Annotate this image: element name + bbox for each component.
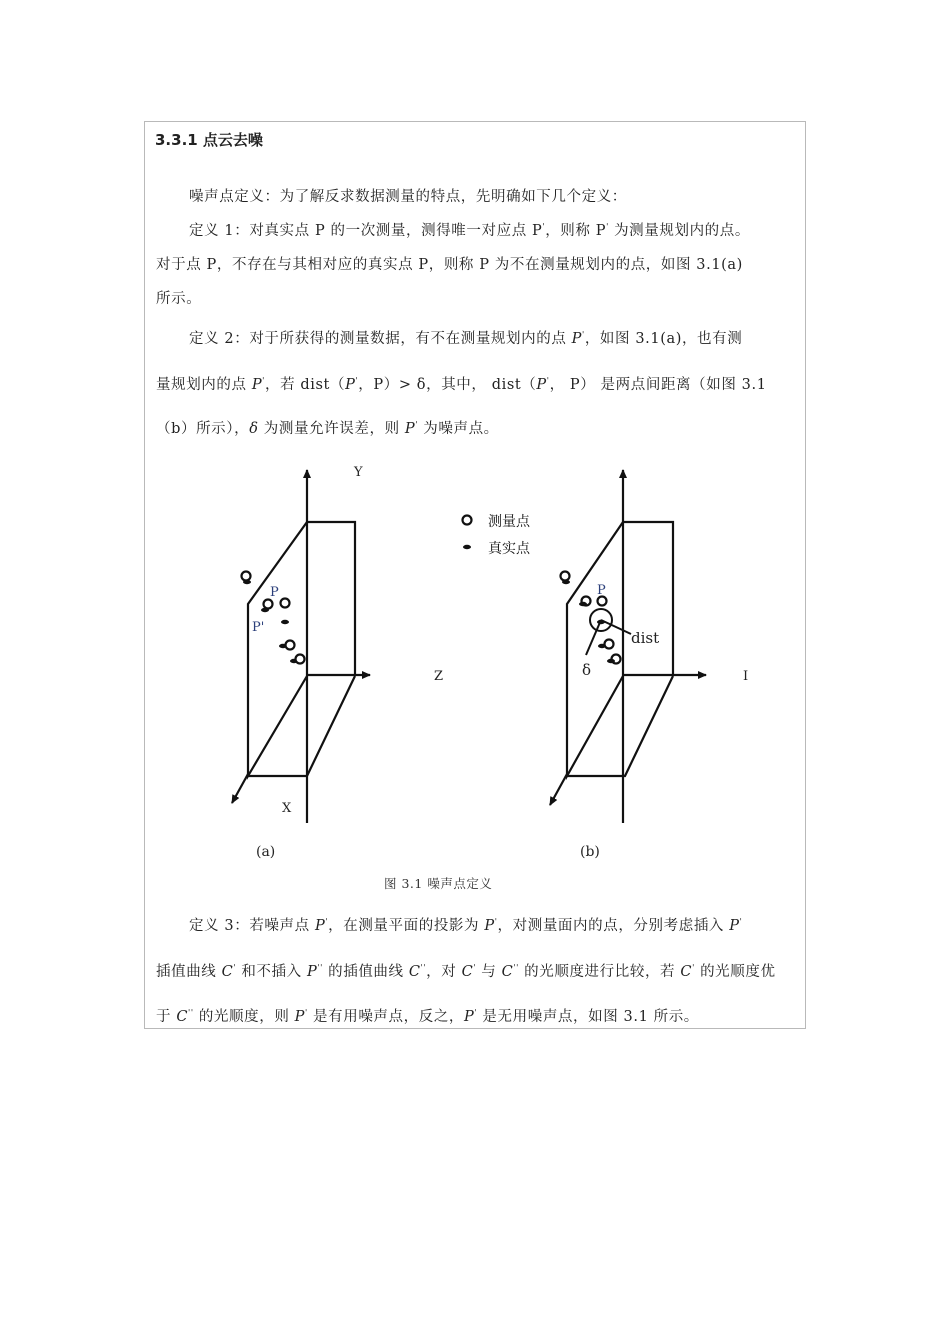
intro-text: 噪声点定义：为了解反求数据测量的特点，先明确如下几个定义： xyxy=(189,189,627,205)
def2-text-l3a: （b）所示）， xyxy=(156,421,250,437)
measured-point xyxy=(264,600,273,609)
symbol-P: P xyxy=(306,964,318,980)
symbol-P: P xyxy=(464,1009,475,1025)
double-prime-mark: '' xyxy=(317,963,323,972)
label-P-a: P xyxy=(270,585,279,600)
figure-caption: 图 3.1 噪声点定义 xyxy=(384,876,493,891)
def3-text-l2a: 插值曲线 xyxy=(156,964,222,980)
def3-text-l2f: 的光顺度进行比较，若 xyxy=(518,964,681,980)
subfigure-label-b: (b) xyxy=(580,844,600,860)
bottom-plane xyxy=(567,676,673,776)
def1-text-l3: 所示。 xyxy=(156,291,202,307)
def2-text-a: 定义 2：对于所获得的测量数据，有不在测量规划内的点 xyxy=(189,331,572,347)
symbol-C: C xyxy=(461,964,474,980)
symbol-C: C xyxy=(221,964,234,980)
i-axis-label: I xyxy=(743,669,749,684)
def3-line-3 xyxy=(156,1005,788,1026)
x-axis-arrow xyxy=(232,774,248,803)
delta-radius-line xyxy=(586,620,601,655)
symbol-P: P xyxy=(294,1009,306,1025)
legend-true-marker xyxy=(463,545,471,549)
prime-mark: ' xyxy=(233,963,237,972)
legend-measured-marker xyxy=(463,516,472,525)
true-point xyxy=(597,620,605,624)
symbol-C: C xyxy=(176,1009,189,1025)
def2-text-l3b: 为测量允许误差，则 xyxy=(258,421,405,437)
symbol-P: P xyxy=(404,421,416,437)
prime-mark: ' xyxy=(606,222,609,231)
symbol-P: P xyxy=(536,377,547,393)
def3-text-l3b: 的光顺度，则 xyxy=(193,1009,295,1025)
def1-text-a: 定义 1：对真实点 P 的一次测量，测得唯一对应点 P xyxy=(189,223,543,239)
def3-line-1 xyxy=(189,914,788,935)
def3-text-l3d: 是无用噪声点，如图 3.1 所示。 xyxy=(477,1009,699,1025)
symbol-P: P xyxy=(345,377,356,393)
prime-mark: ' xyxy=(739,917,743,926)
z-axis-label: Z xyxy=(434,669,444,684)
label-dist: dist xyxy=(631,629,660,647)
prime-mark: ' xyxy=(546,376,550,385)
back-plane xyxy=(307,522,355,675)
prime-mark: ' xyxy=(582,330,585,339)
true-point xyxy=(281,620,289,624)
symbol-C: C xyxy=(680,964,693,980)
legend-true-label: 真实点 xyxy=(488,541,530,557)
side-plane xyxy=(567,522,623,776)
section-heading: 3.3.1 点云去噪 xyxy=(155,131,263,149)
side-plane xyxy=(248,522,307,776)
symbol-C: C xyxy=(408,964,421,980)
legend-measured-label: 测量点 xyxy=(488,514,530,530)
symbol-C: C xyxy=(501,964,514,980)
def3-text-l2d: ，对 xyxy=(426,964,462,980)
diagram-b xyxy=(550,470,706,823)
prime-mark: ' xyxy=(692,963,695,972)
y-axis-label: Y xyxy=(354,465,363,480)
measured-point xyxy=(242,572,251,581)
symbol-delta: δ xyxy=(249,421,259,437)
def1-text-b: ，则称 P xyxy=(545,223,607,239)
def3-text-l2b: 和不插入 xyxy=(236,964,307,980)
measured-point xyxy=(561,572,570,581)
prime-mark: ' xyxy=(474,1008,478,1017)
true-point xyxy=(579,602,587,606)
prime-mark: ' xyxy=(325,917,329,926)
true-point xyxy=(562,580,570,584)
double-prime-mark: '' xyxy=(513,963,519,972)
symbol-P: P xyxy=(729,918,740,934)
diagram-a xyxy=(232,470,370,823)
def1-text-c: 为测量规划内的点。 xyxy=(608,223,750,239)
measured-point xyxy=(286,641,295,650)
def3-line-2 xyxy=(156,960,788,981)
label-delta: δ xyxy=(582,661,592,679)
def1-text-l2: 对于点 P，不存在与其相对应的真实点 P，则称 P 为不在测量规划内的点，如图 3.1(a) xyxy=(156,257,743,273)
measured-point xyxy=(281,599,290,608)
def2-text-l2d: ， P） 是两点间距离（如图 3.1 xyxy=(549,377,767,393)
def2-text-l2c: ，P）> δ，其中， dist（ xyxy=(358,377,537,393)
symbol-P: P xyxy=(571,331,583,347)
def3-text-l2c: 的插值曲线 xyxy=(322,964,409,980)
double-prime-mark: '' xyxy=(188,1008,194,1017)
def3-text-l3a: 于 xyxy=(156,1009,177,1025)
def2-text-l3c: 为噪声点。 xyxy=(418,421,499,437)
measured-point xyxy=(296,655,305,664)
prime-mark: ' xyxy=(305,1008,308,1017)
measured-point xyxy=(605,640,614,649)
prime-mark: ' xyxy=(355,376,359,385)
true-point xyxy=(598,644,606,648)
back-plane xyxy=(623,522,673,675)
def3-text-l2e: 与 xyxy=(476,964,502,980)
def3-text-l3c: 是有用噪声点，反之， xyxy=(307,1009,465,1025)
x-axis-label: X xyxy=(282,801,292,816)
prime-mark: ' xyxy=(415,420,419,429)
subfigure-label-a: (a) xyxy=(256,844,276,860)
double-prime-mark: '' xyxy=(420,963,427,972)
prime-mark: ' xyxy=(262,376,265,385)
symbol-P: P xyxy=(484,918,495,934)
def3-text-a: 定义 3：若噪声点 xyxy=(189,918,315,934)
def3-text-b: ，在测量平面的投影为 xyxy=(328,918,485,934)
def2-text-l2a: 量规划内的点 xyxy=(156,377,252,393)
def2-text-b: ，如图 3.1(a)，也有测 xyxy=(584,331,743,347)
dist-line xyxy=(601,620,631,634)
legend xyxy=(463,513,531,557)
def3-text-l2g: 的光顺度优 xyxy=(694,964,776,980)
x-axis-arrow xyxy=(550,774,567,805)
def3-text-c: ，对测量面内的点，分别考虑插入 xyxy=(497,918,730,934)
symbol-P: P xyxy=(251,377,263,393)
true-point xyxy=(607,659,615,663)
def2-text-l2b: ，若 dist（ xyxy=(264,377,346,393)
bottom-plane xyxy=(248,676,355,776)
label-Pprime-a: P' xyxy=(252,620,265,635)
prime-mark: ' xyxy=(542,222,546,231)
symbol-P: P xyxy=(314,918,326,934)
true-point xyxy=(261,608,269,612)
label-P-b: P xyxy=(597,583,606,598)
prime-mark: ' xyxy=(473,963,477,972)
true-point xyxy=(243,580,251,584)
prime-mark: ' xyxy=(494,917,498,926)
